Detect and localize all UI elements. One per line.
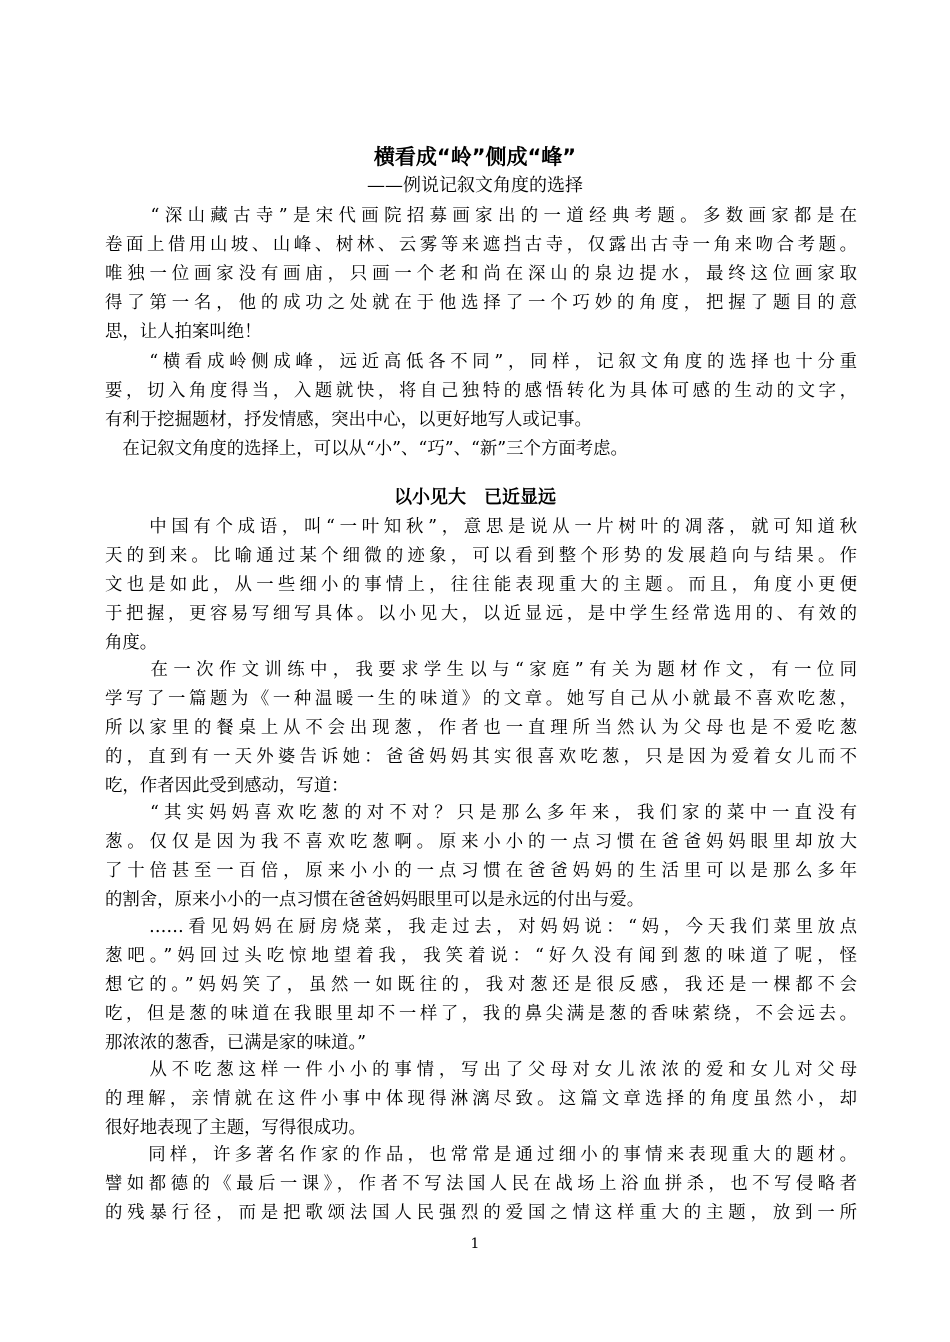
text-line: 吃，但是葱的味道在我眼里却不一样了，我的鼻尖满是葱的香味萦绕，不会远去。 [105, 1004, 857, 1024]
text-line: ……看见妈妈在厨房烧菜，我走过去，对妈妈说：“妈，今天我们菜里放点 [105, 917, 857, 937]
document-title: 横看成“岭”侧成“峰” [373, 145, 577, 169]
text-line: 文也是如此，从一些细小的事情上，往往能表现重大的主题。而且，角度小更便 [105, 575, 857, 595]
text-line: “其实妈妈喜欢吃葱的对不对？只是那么多年来，我们家的菜中一直没有 [105, 803, 857, 823]
text-line: 所以家里的餐桌上从不会出现葱，作者也一直理所当然认为父母也是不爱吃葱 [105, 718, 857, 738]
text-line: 譬如都德的《最后一课》，作者不写法国人民在战场上浴血拼杀，也不写侵略者 [105, 1174, 857, 1194]
text-line: 思，让人拍案叫绝！ [105, 322, 262, 342]
text-line: 角度。 [105, 633, 158, 653]
text-line: 的割舍，原来小小的一点习惯在爸爸妈妈眼里可以是永远的付出与爱。 [105, 890, 645, 910]
text-line: “深山藏古寺”是宋代画院招募画家出的一道经典考题。多数画家都是在 [105, 206, 857, 226]
document-subtitle: ——例说记叙文角度的选择 [367, 175, 583, 196]
text-line: 同样，许多著名作家的作品，也常常是通过细小的事情来表现重大的题材。 [105, 1145, 857, 1165]
text-line: 吃，作者因此受到感动，写道： [105, 776, 349, 796]
text-line: 于把握，更容易写细写具体。以小见大，以近显远，是中学生经常选用的、有效的 [105, 604, 857, 624]
text-line: 卷面上借用山坡、山峰、树林、云雾等来遮挡古寺，仅露出古寺一角来吻合考题。 [105, 235, 857, 255]
text-line: 想它的。”妈妈笑了，虽然一如既往的，我对葱还是很反感，我还是一棵都不会 [105, 975, 857, 995]
text-line: “横看成岭侧成峰，远近高低各不同”，同样，记叙文角度的选择也十分重 [105, 352, 857, 372]
text-line: 葱。仅仅是因为我不喜欢吃葱啊。原来小小的一点习惯在爸爸妈妈眼里却放大 [105, 832, 857, 852]
text-line: 的理解，亲情就在这件小事中体现得淋漓尽致。这篇文章选择的角度虽然小，却 [105, 1089, 857, 1109]
text-line: 从不吃葱这样一件小小的事情，写出了父母对女儿浓浓的爱和女儿对父母 [105, 1060, 857, 1080]
text-line: 很好地表现了主题，写得很成功。 [105, 1118, 366, 1138]
text-line: 得了第一名，他的成功之处就在于他选择了一个巧妙的角度，把握了题目的意 [105, 293, 857, 313]
text-line: 学写了一篇题为《一种温暖一生的味道》的文章。她写自己从小就最不喜欢吃葱， [105, 689, 857, 709]
text-line: 要，切入角度得当，入题就快，将自己独特的感悟转化为具体可感的生动的文字， [105, 381, 857, 401]
section-heading: 以小见大 已近显远 [394, 487, 556, 508]
page-number: 1 [470, 1236, 480, 1252]
text-line: 葱吧。”妈回过头吃惊地望着我，我笑着说：“好久没有闻到葱的味道了呢，怪 [105, 946, 857, 966]
text-line: 那浓浓的葱香，已满是家的味道。” [105, 1033, 367, 1053]
text-line: 唯独一位画家没有画庙，只画一个老和尚在深山的泉边提水，最终这位画家取 [105, 264, 857, 284]
text-line: 的，直到有一天外婆告诉她：爸爸妈妈其实很喜欢吃葱，只是因为爱着女儿而不 [105, 747, 857, 767]
text-line: 的残暴行径，而是把歌颂法国人民强烈的爱国之情这样重大的主题，放到一所 [105, 1203, 857, 1223]
text-line: 了十倍甚至一百倍，原来小小的一点习惯在爸爸妈妈的生活里可以是那么多年 [105, 861, 857, 881]
text-line: 在一次作文训练中，我要求学生以与“家庭”有关为题材作文，有一位同 [105, 660, 857, 680]
text-line: 中国有个成语，叫“一叶知秋”，意思是说从一片树叶的凋落，就可知道秋 [105, 517, 857, 537]
text-line: 在记叙文角度的选择上，可以从“小”、“巧”、“新”三个方面考虑。 [105, 439, 628, 459]
text-line: 有利于挖掘题材，抒发情感，突出中心，以更好地写人或记事。 [105, 410, 592, 430]
text-line: 天的到来。比喻通过某个细微的迹象，可以看到整个形势的发展趋向与结果。作 [105, 546, 857, 566]
